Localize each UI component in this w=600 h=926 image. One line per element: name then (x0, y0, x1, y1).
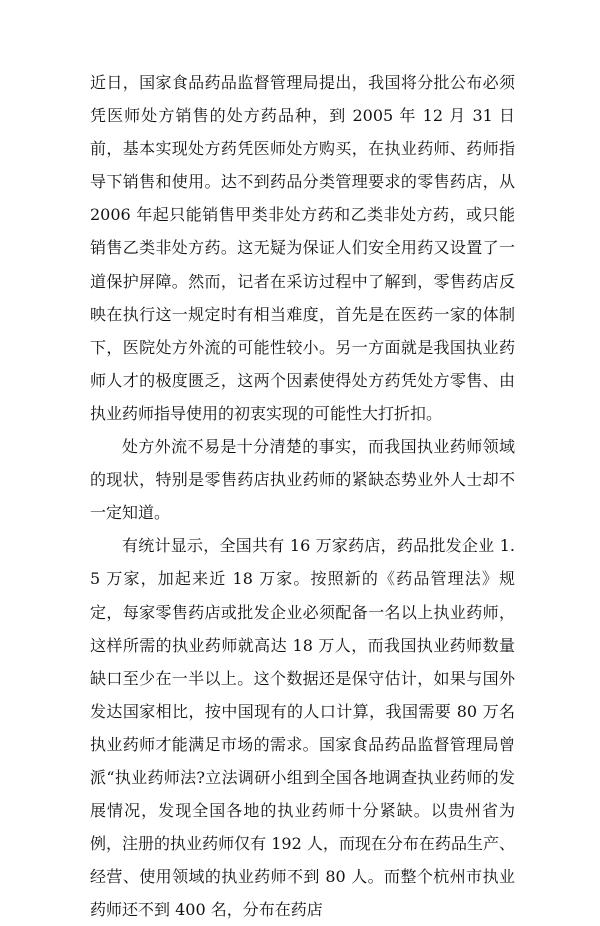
paragraph-1: 近日，国家食品药品监督管理局提出，我国将分批公布必须凭医师处方销售的处方药品种，到 2005 年 12 月 31 日前，基本实现处方药凭医师处方购买，在执业药师、药师指导下销售和使用。达不到药品分类管理要求的零售药店，从 2006 年起只能销售甲类非处方药和乙类非处方药，或只能销售乙类非处方药。这无疑为保证人们安全用药又设置了一道保护屏障。然而，记者在采访过程中了解到，零售药店反映在执行这一规定时有相当难度，首先是在医药一家的体制下，医院处方外流的可能性较小。另一方面就是我国执业药师人才的极度匮乏，这两个因素使得处方药凭处方零售、由执业药师指导使用的初衷实现的可能性大打折扣。 (90, 73, 515, 423)
document-body (90, 66, 515, 926)
paragraph-3: 有统计显示，全国共有 16 万家药店，药品批发企业 1.5 万家，加起来近 18 万家。按照新的《药品管理法》规定，每家零售药店或批发企业必须配备一名以上执业药师，这样所需的执业药师就高达 18 万人，而我国执业药师数量缺口至少在一半以上。这个数据还是保守估计，如果与国外发达国家相比，按中国现有的人口计算，我国需要 80 万名执业药师才能满足市场的需求。国家食品药品监督管理局曾派“执业药师法?立法调研小组到全国各地调查执业药师的发展情况，发现全国各地的执业药师十分紧缺。以贵州省为例，注册的执业药师仅有 192 人，而现在分布在药品生产、经营、使用领域的执业药师不到 80 人。而整个杭州市执业药师还不到 400 名，分布在药店 (90, 536, 515, 920)
paragraph-2: 处方外流不易是十分清楚的事实，而我国执业药师领域的现状，特别是零售药店执业药师的紧缺态势业外人士却不一定知道。 (90, 437, 515, 523)
